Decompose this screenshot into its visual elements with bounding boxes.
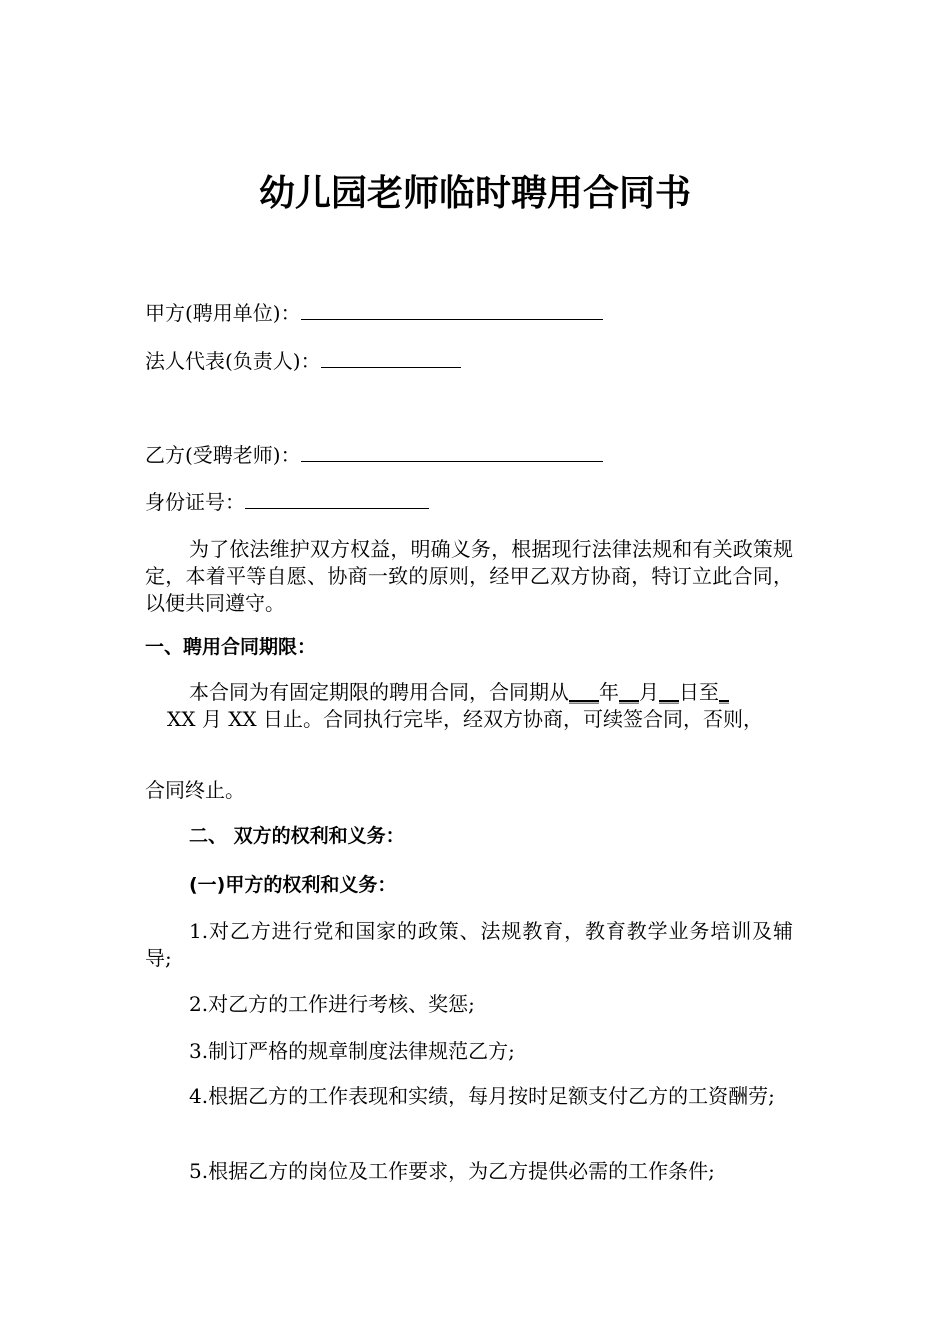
- year-text: 年: [599, 680, 619, 704]
- party-b-label: 乙方(受聘老师)：: [145, 443, 301, 467]
- day-to-text: 日至: [679, 680, 719, 704]
- list-item: 5.根据乙方的岗位及工作要求，为乙方提供必需的工作条件;: [189, 1159, 715, 1183]
- party-b-blank: [301, 441, 603, 462]
- term-intro-text: 本合同为有固定期限的聘用合同，合同期从: [189, 680, 569, 704]
- id-number-label: 身份证号：: [145, 490, 245, 514]
- party-a-label: 甲方(聘用单位)：: [145, 301, 301, 325]
- end-blank: _: [719, 680, 729, 704]
- contract-term-paragraph: [145, 679, 793, 733]
- month-text: 月: [639, 680, 659, 704]
- start-month-blank: __: [619, 680, 639, 704]
- start-year-blank: ___: [569, 680, 599, 704]
- party-a-line: [145, 299, 603, 326]
- list-item: 3.制订严格的规章制度法律规范乙方;: [189, 1039, 515, 1063]
- preamble-paragraph: 为了依法维护双方权益，明确义务，根据现行法律法规和有关政策规定，本着平等自愿、协商一致的原则，经甲乙双方协商，特订立此合同，以便共同遵守。: [145, 537, 793, 615]
- section2-heading: 二、 双方的权利和义务：: [189, 825, 405, 847]
- section2-sub1-heading: (一)甲方的权利和义务：: [189, 874, 397, 896]
- contract-term-line2: XX 月 XX 日止。合同执行完毕，经双方协商，可续签合同，否则，: [167, 707, 764, 731]
- section1-heading: 一、聘用合同期限：: [145, 636, 317, 658]
- party-a-blank: [301, 299, 603, 320]
- document-title: 幼儿园老师临时聘用合同书: [258, 173, 691, 214]
- contract-term-line1: [145, 679, 793, 706]
- legal-rep-blank: [321, 347, 461, 368]
- party-b-line: [145, 441, 603, 468]
- id-number-blank: [245, 488, 429, 509]
- list-item: 1.对乙方进行党和国家的政策、法规教育，教育教学业务培训及辅导;: [145, 919, 793, 970]
- id-number-line: [145, 488, 429, 515]
- list-item: 2.对乙方的工作进行考核、奖惩;: [189, 992, 475, 1016]
- contract-end-line: 合同终止。: [145, 778, 245, 802]
- legal-rep-label: 法人代表(负责人)：: [145, 349, 321, 373]
- start-day-blank: __: [659, 680, 679, 704]
- legal-rep-line: [145, 347, 461, 374]
- list-item: 4.根据乙方的工作表现和实绩，每月按时足额支付乙方的工资酬劳;: [189, 1084, 775, 1108]
